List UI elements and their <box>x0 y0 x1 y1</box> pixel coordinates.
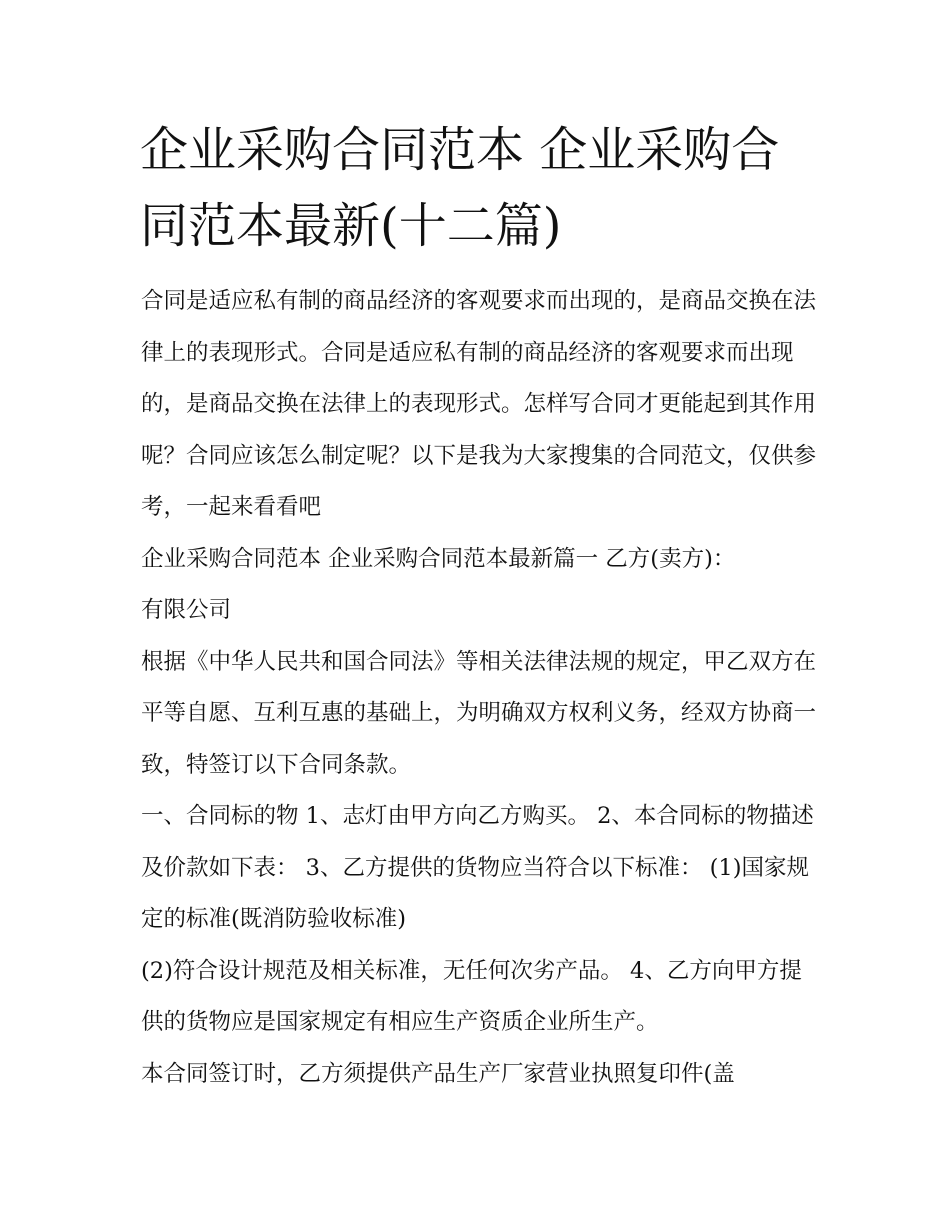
subject-matter-paragraph: 一、合同标的物 1、志灯由甲方向乙方购买。 2、本合同标的物描述及价款如下表： 3、乙方提供的货物应当符合以下标准： (1)国家规定的标准(既消防验收标准) <box>141 803 814 932</box>
intro-paragraph: 合同是适应私有制的商品经济的客观要求而出现的，是商品交换在法律上的表现形式。合同是适应私有制的商品经济的客观要求而出现的，是商品交换在法律上的表现形式。怎样写合同才更能起到其作用呢？合同应该怎么制定呢？以下是我为大家搜集的合同范文，仅供参考，一起来看看吧 <box>141 288 817 520</box>
section-heading-paragraph: 企业采购合同范本 企业采购合同范本最新篇一 乙方(卖方)： <box>141 545 736 572</box>
company-line: 有限公司 <box>141 597 232 623</box>
legal-basis-paragraph: 根据《中华人民共和国合同法》等相关法律法规的规定，甲乙双方在平等自愿、互利互惠的基础上，为明确双方权利义务，经双方协商一致，特签订以下合同条款。 <box>141 648 817 778</box>
document-title: 企业采购合同范本 企业采购合同范本最新(十二篇) <box>140 122 780 254</box>
document-body <box>141 276 821 1100</box>
quality-standard-paragraph: (2)符合设计规范及相关标准，无任何次劣产品。 4、乙方向甲方提供的货物应是国家规定有相应生产资质企业所生产。 <box>141 957 802 1035</box>
signing-requirement-paragraph: 本合同签订时，乙方须提供产品生产厂家营业执照复印件(盖 <box>141 1060 735 1087</box>
